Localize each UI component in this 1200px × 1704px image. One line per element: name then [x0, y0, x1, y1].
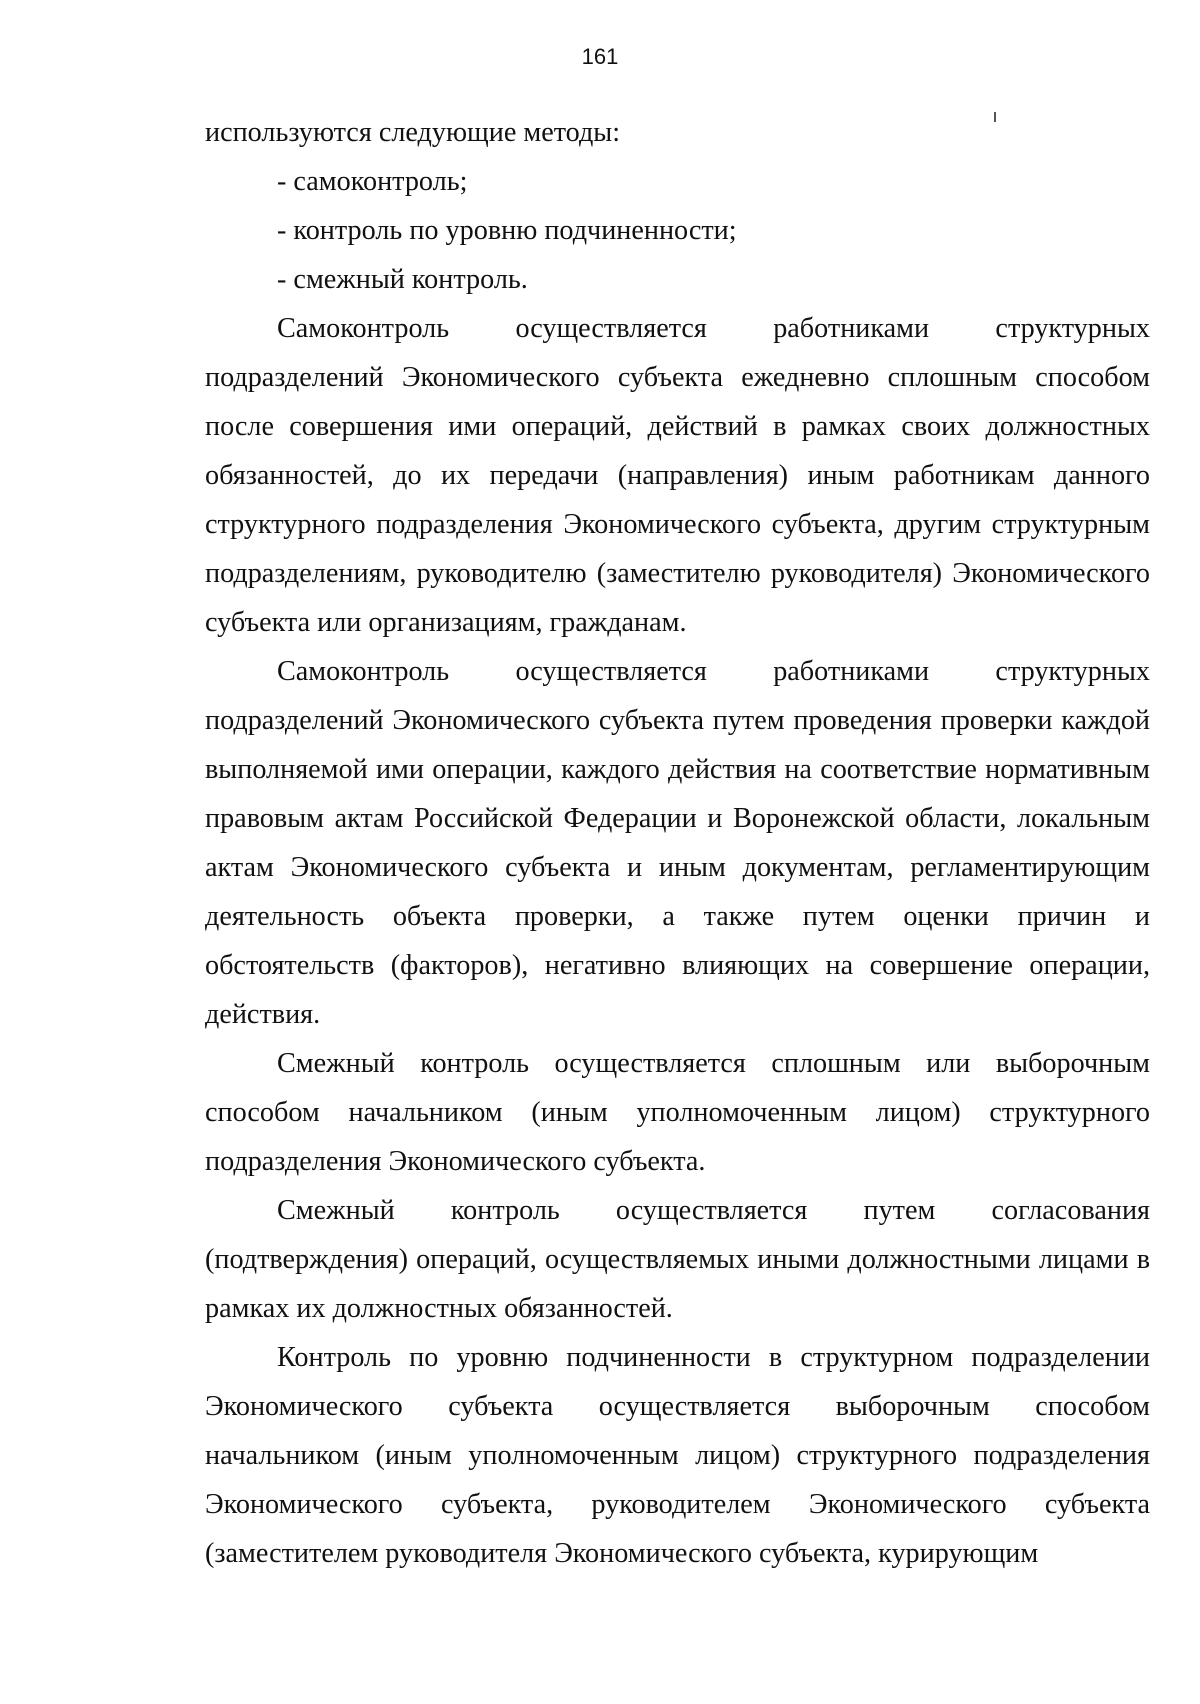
paragraph-self-control-daily: Самоконтроль осуществляется работниками структурных подразделений Экономического субъекта ежедневно сплошным способом после совершения ими операций, действий в рамках своих должностных обязанностей, до их передачи (направления) иным работникам данного структурного подразделения Экономического субъекта, другим структурным подразделениям, руководителю (заместителю руководителя) Экономического субъекта или организациям, гражданам.	[205, 313, 1150, 638]
intro-line: используются следующие методы:	[205, 117, 621, 148]
method-item-adjacent-control: - смежный контроль.	[277, 264, 528, 295]
paragraph-adjacent-control-approval: Смежный контроль осуществляется путем согласования (подтверждения) операций, осуществляемых иными должностными лицами в рамках их должностных обязанностей.	[205, 1195, 1150, 1324]
paragraph-adjacent-control-method: Смежный контроль осуществляется сплошным или выборочным способом начальником (иным уполномоченным лицом) структурного подразделения Экономического субъекта.	[205, 1048, 1150, 1177]
page-number: 161	[581, 44, 619, 69]
paragraph-self-control-verification: Самоконтроль осуществляется работниками структурных подразделений Экономического субъекта путем проведения проверки каждой выполняемой ими операции, каждого действия на соответствие нормативным правовым актам Российской Федерации и Воронежской области, локальным актам Экономического субъекта и иным документам, регламентирующим деятельность объекта проверки, а также путем оценки причин и обстоятельств (факторов), негативно влияющих на совершение операции, действия.	[205, 656, 1150, 1030]
method-item-subordination-control: - контроль по уровню подчиненности;	[277, 215, 737, 246]
document-body	[205, 108, 1150, 1578]
paragraph-subordination-control: Контроль по уровню подчиненности в структурном подразделении Экономического субъекта осуществляется выборочным способом начальником (иным уполномоченным лицом) структурного подразделения Экономического субъекта, руководителем Экономического субъекта (заместителем руководителя Экономического субъекта, курирующим	[205, 1342, 1150, 1569]
method-item-self-control: - самоконтроль;	[277, 166, 468, 197]
